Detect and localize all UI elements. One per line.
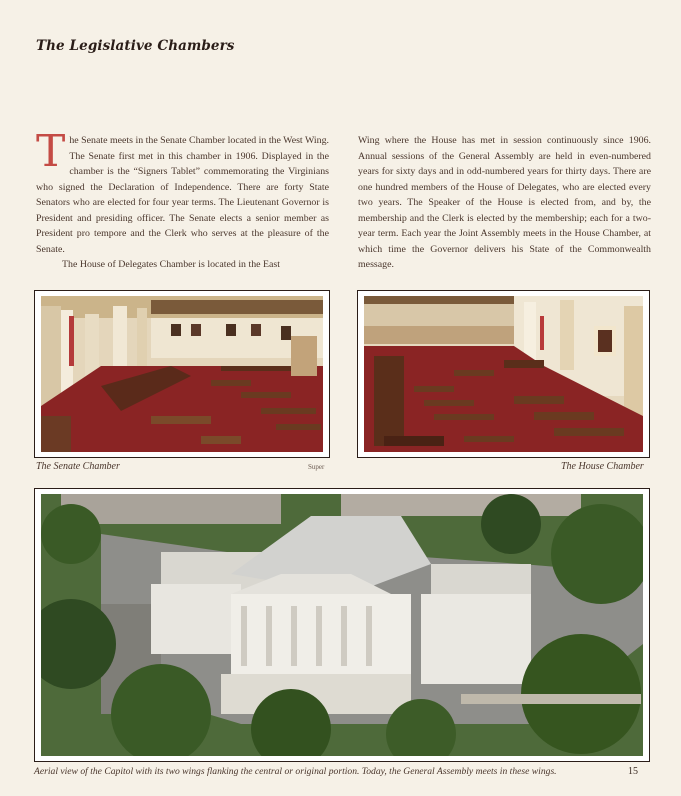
section-heading: The Legislative Chambers xyxy=(36,38,235,54)
paragraph-house-start: The House of Delegates Chamber is located in the East xyxy=(62,259,281,270)
text-column-left xyxy=(36,126,329,273)
senate-chamber-photo xyxy=(34,290,330,458)
paragraph-house-continued: Wing where the House has met in session continuously since 1906. Annual sessions of the General Assembly are held in even-numbered years for sixty days and in odd-numbered years for thirty days. There are one hundred members of the House of Delegates, who are elected every two years. The Speaker of the House is elected from, and by, the membership and the Clerk is elected by the membership; each for a two-year term. Each year the Joint Assembly meets in the House Chamber, at which time the Governor delivers his State of the Commonwealth message. xyxy=(358,135,651,270)
aerial-caption: Aerial view of the Capitol with its two wings flanking the central or original portion. Today, the General Assembly meets in these wings. xyxy=(34,766,557,777)
paragraph-senate-text: he Senate meets in the Senate Chamber located in the West Wing. The Senate first met in this chamber in 1906. Displayed in the chamber is the “Signers Tablet” commemorating the Virginians who signed the Declaration of Independence. There are forty State Senators who are elected for four year terms. The Lieutenant Governor is President and presiding officer. The Senate elects a senior member as President pro tempore and the Clerk who serves at the pleasure of the Senate. xyxy=(36,135,329,255)
house-chamber-image xyxy=(364,296,643,452)
senate-chamber-caption: The Senate Chamber xyxy=(36,461,120,472)
house-chamber-photo xyxy=(357,290,650,458)
aerial-capitol-image xyxy=(41,494,643,756)
senate-chamber-image xyxy=(41,296,323,452)
drop-cap: T xyxy=(36,126,66,177)
aerial-capitol-photo xyxy=(34,488,650,762)
text-column-right xyxy=(358,133,651,273)
house-chamber-caption: The House Chamber xyxy=(561,461,644,472)
page-number: 15 xyxy=(628,766,638,777)
photo-credit: Super xyxy=(308,463,325,471)
paragraph-senate xyxy=(36,126,329,257)
